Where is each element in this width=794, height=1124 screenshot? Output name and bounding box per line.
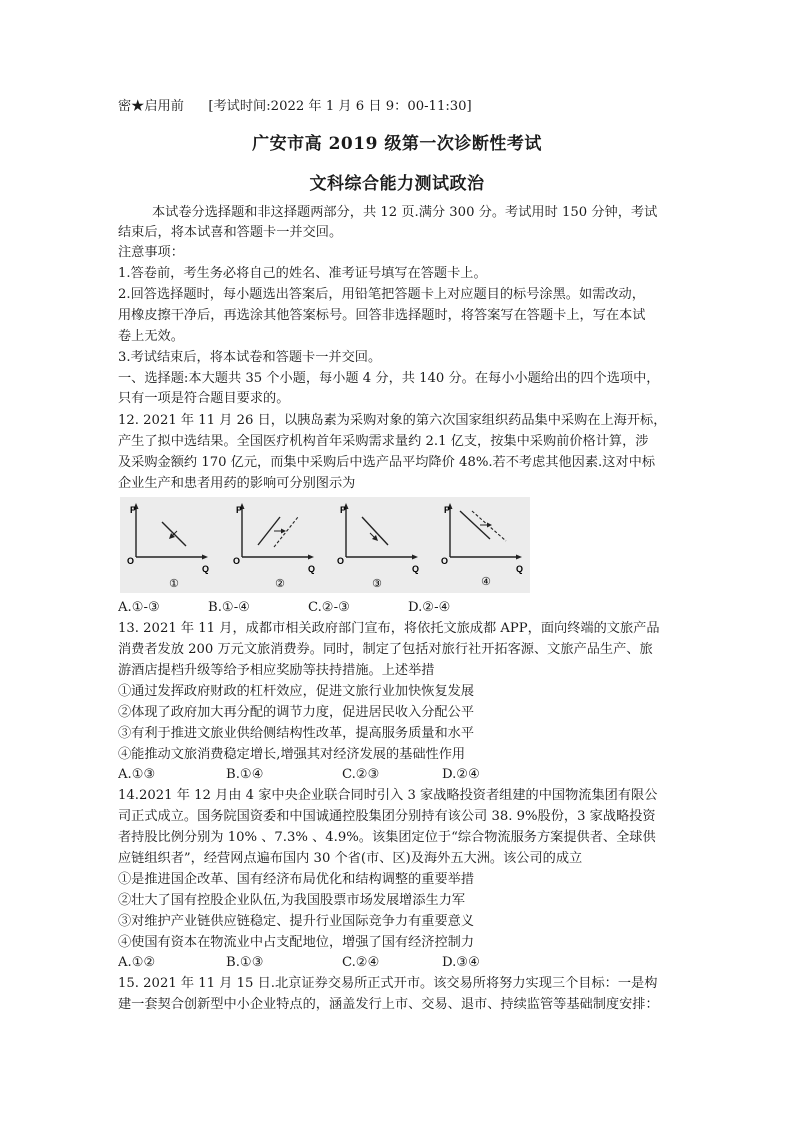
axis-q-label: Q xyxy=(516,564,524,574)
statement: ④使国有资本在物流业中占支配地位，增强了国有经济控制力 xyxy=(118,935,475,950)
question-text: 者持股比例分别为 10% 、7.3% 、4.9%。该集团定位于“综合物流服务方案提供者、全球供 xyxy=(118,830,656,845)
axis-q-label: Q xyxy=(308,564,316,574)
section-heading: 只有一项是符合题目要求的。 xyxy=(118,391,290,406)
option-a[interactable]: A.①③ xyxy=(118,767,156,782)
statement: ①通过发挥政府财政的杠杆效应，促进文旅行业加快恢复发展 xyxy=(118,684,475,699)
axis-o-label: O xyxy=(127,556,135,566)
statement: ②体现了政府加大再分配的调节力度，促进居民收入分配公平 xyxy=(118,705,475,720)
axis-p-label: P xyxy=(340,505,347,515)
graph-1 xyxy=(122,497,222,593)
axis-o-label: O xyxy=(441,556,449,566)
question-text: 产生了拟中选结果。全国医疗机构首年采购需求量约 2.1 亿支，按集中采购前价格计算，涉 xyxy=(118,434,649,449)
graph-strip xyxy=(120,497,530,593)
exam-time: [考试时间:2022 年 1 月 6 日 9：00-11:30] xyxy=(208,99,472,114)
note-item: 卷上无效。 xyxy=(118,329,184,344)
question-text: 建一套契合创新型中小企业特点的，涵盖发行上市、交易、退市、持续监管等基础制度安排： xyxy=(118,997,659,1012)
option-d[interactable]: D.③④ xyxy=(442,955,480,970)
exam-title: 广安市高 2019 级第一次诊断性考试 xyxy=(252,134,542,154)
note-item: 3.考试结束后，将本试卷和答题卡一并交回。 xyxy=(118,350,382,365)
question-text: 应链组织者”，经营网点遍布国内 30 个省(市、区)及海外五大洲。该公司的成立 xyxy=(118,851,583,866)
statement: ③对维护产业链供应链稳定、提升行业国际竞争力有重要意义 xyxy=(118,914,475,929)
note-item: 用橡皮擦干净后，再选涂其他答案标号。回答非选择题时，将答案写在答题卡上，写在本试 xyxy=(118,308,646,323)
question-text: 14.2021 年 12 月由 4 家中央企业联合同时引入 3 家战略投资者组建的中国物流集团有限公 xyxy=(118,788,658,803)
note-item: 1.答卷前，考生务必将自己的姓名、准考证号填写在答题卡上。 xyxy=(118,266,487,281)
notes-title: 注意事项： xyxy=(118,245,184,260)
axis-o-label: O xyxy=(337,556,345,566)
graph-label: ③ xyxy=(372,577,382,590)
graph-label: ④ xyxy=(481,575,491,588)
graph-3 xyxy=(332,497,432,593)
question-text: 13. 2021 年 11 月，成都市相关政府部门宣布，将依托文旅成都 APP，面向终端的文旅产品 xyxy=(118,621,660,636)
graph-label: ② xyxy=(275,577,285,590)
axis-p-label: P xyxy=(130,505,137,515)
statement: ③有利于推进文旅业供给侧结构性改革，提高服务质量和水平 xyxy=(118,726,475,741)
graph-4 xyxy=(436,497,536,593)
question-text: 消费者发放 200 万元文旅消费券。同时，制定了包括对旅行社开拓客源、文旅产品生产、旅 xyxy=(118,642,653,657)
option-a[interactable]: A.①-③ xyxy=(118,600,160,615)
option-b[interactable]: B.①-④ xyxy=(208,600,250,615)
axis-q-label: Q xyxy=(412,564,420,574)
graph-2 xyxy=(228,497,328,593)
axis-p-label: P xyxy=(236,505,243,515)
note-item: 2.回答选择题时，每小题选出答案后，用铅笔把答题卡上对应题目的标号涂黑。如需改动， xyxy=(118,287,645,302)
answer-options xyxy=(118,953,678,973)
question-text: 企业生产和患者用药的影响可分别图示为 xyxy=(118,476,356,491)
answer-options xyxy=(118,765,678,785)
question-text: 游酒店提档升级等给予相应奖励等扶持措施。上述举措 xyxy=(118,663,435,678)
question-text: 司正式成立。国务院国资委和中国诚通控股集团分别持有该公司 38. 9%股份，3 家战略投资 xyxy=(118,809,656,824)
exam-subtitle: 文科综合能力测试政治 xyxy=(309,174,485,194)
option-c[interactable]: C.②③ xyxy=(342,767,380,782)
option-c[interactable]: C.②-③ xyxy=(308,600,350,615)
section-heading: 一、选择题:本大题共 35 个小题，每小题 4 分，共 140 分。在每小小题给出的四个选项中， xyxy=(118,371,660,386)
option-b[interactable]: B.①③ xyxy=(226,955,264,970)
option-b[interactable]: B.①④ xyxy=(226,767,264,782)
question-text: 及采购金额约 170 亿元，而集中采购后中选产品平均降价 48%.若不考虑其他因素.这对中标 xyxy=(118,455,656,470)
graph-label: ① xyxy=(169,577,179,590)
statement: ④能推动文旅消费稳定增长,增强其对经济发展的基础性作用 xyxy=(118,747,466,762)
option-d[interactable]: D.②④ xyxy=(442,767,480,782)
secret-label: 密★启用前 xyxy=(118,99,184,114)
option-a[interactable]: A.①② xyxy=(118,955,156,970)
option-d[interactable]: D.②-④ xyxy=(408,600,451,615)
intro-line: 结束后，将本试喜和答题卡一并交回。 xyxy=(118,225,343,240)
statement: ①是推进国企改革、国有经济布局优化和结构调整的重要举措 xyxy=(118,872,475,887)
question-text: 12. 2021 年 11 月 26 日，以胰岛素为采购对象的第六次国家组织药品集中采购在上海开标， xyxy=(118,413,667,428)
header-line xyxy=(118,97,678,117)
axis-q-label: Q xyxy=(202,564,210,574)
axis-p-label: P xyxy=(444,505,451,515)
question-text: 15. 2021 年 11 月 15 日.北京证券交易所正式开市。该交易所将努力实现三个目标：一是构 xyxy=(118,976,658,991)
statement: ②壮大了国有控股企业队伍,为我国股票市场发展增添生力军 xyxy=(118,893,466,908)
option-c[interactable]: C.②④ xyxy=(342,955,380,970)
answer-options xyxy=(118,598,678,618)
axis-o-label: O xyxy=(233,556,241,566)
intro-line: 本试卷分选择题和非这择题两部分，共 12 页.满分 300 分。考试用时 150 分钟，考试 xyxy=(152,205,658,220)
